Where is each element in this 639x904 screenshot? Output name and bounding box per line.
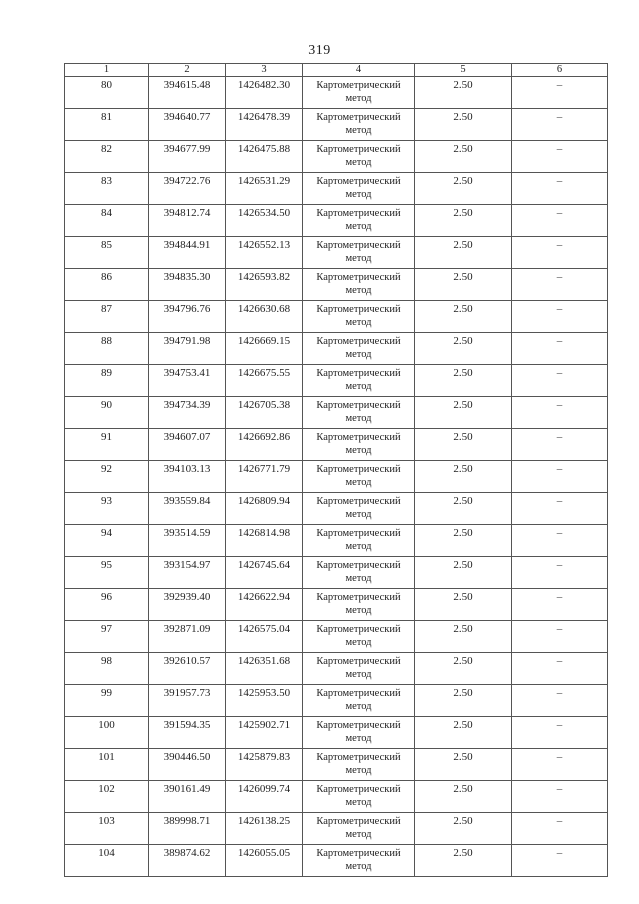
method-cell: Картометрический метод [303,813,415,845]
table-row [65,685,608,717]
point-number-cell: 81 [65,109,149,141]
table-row [65,77,608,109]
table-row [65,237,608,269]
note-cell: – [512,173,608,205]
x-coordinate-cell: 394796.76 [149,301,226,333]
point-number-cell: 89 [65,365,149,397]
note-cell: – [512,493,608,525]
point-number-cell: 82 [65,141,149,173]
note-cell: – [512,525,608,557]
point-number-cell: 91 [65,429,149,461]
method-cell: Картометрический метод [303,173,415,205]
note-cell: – [512,397,608,429]
table-header-row [65,64,608,77]
accuracy-cell: 2.50 [415,269,512,301]
column-header: 1 [65,64,149,77]
y-coordinate-cell: 1426705.38 [226,397,303,429]
y-coordinate-cell: 1426593.82 [226,269,303,301]
accuracy-cell: 2.50 [415,141,512,173]
y-coordinate-cell: 1426475.88 [226,141,303,173]
accuracy-cell: 2.50 [415,461,512,493]
method-cell: Картометрический метод [303,845,415,877]
method-cell: Картометрический метод [303,589,415,621]
x-coordinate-cell: 390161.49 [149,781,226,813]
x-coordinate-cell: 392610.57 [149,653,226,685]
y-coordinate-cell: 1426814.98 [226,525,303,557]
x-coordinate-cell: 394615.48 [149,77,226,109]
accuracy-cell: 2.50 [415,813,512,845]
note-cell: – [512,237,608,269]
point-number-cell: 84 [65,205,149,237]
y-coordinate-cell: 1426669.15 [226,333,303,365]
note-cell: – [512,365,608,397]
point-number-cell: 86 [65,269,149,301]
note-cell: – [512,461,608,493]
y-coordinate-cell: 1426478.39 [226,109,303,141]
x-coordinate-cell: 394812.74 [149,205,226,237]
y-coordinate-cell: 1426809.94 [226,493,303,525]
accuracy-cell: 2.50 [415,557,512,589]
point-number-cell: 80 [65,77,149,109]
accuracy-cell: 2.50 [415,205,512,237]
y-coordinate-cell: 1426351.68 [226,653,303,685]
table-row [65,589,608,621]
column-header: 5 [415,64,512,77]
table-row [65,141,608,173]
x-coordinate-cell: 394844.91 [149,237,226,269]
point-number-cell: 95 [65,557,149,589]
x-coordinate-cell: 393154.97 [149,557,226,589]
note-cell: – [512,205,608,237]
x-coordinate-cell: 394677.99 [149,141,226,173]
point-number-cell: 100 [65,717,149,749]
x-coordinate-cell: 391594.35 [149,717,226,749]
method-cell: Картометрический метод [303,653,415,685]
table-row [65,301,608,333]
table-row [65,109,608,141]
x-coordinate-cell: 394753.41 [149,365,226,397]
x-coordinate-cell: 394607.07 [149,429,226,461]
point-number-cell: 90 [65,397,149,429]
accuracy-cell: 2.50 [415,717,512,749]
column-header: 4 [303,64,415,77]
note-cell: – [512,685,608,717]
method-cell: Картометрический метод [303,109,415,141]
note-cell: – [512,333,608,365]
note-cell: – [512,717,608,749]
point-number-cell: 87 [65,301,149,333]
note-cell: – [512,653,608,685]
y-coordinate-cell: 1426531.29 [226,173,303,205]
method-cell: Картометрический метод [303,429,415,461]
accuracy-cell: 2.50 [415,429,512,461]
y-coordinate-cell: 1426534.50 [226,205,303,237]
x-coordinate-cell: 393559.84 [149,493,226,525]
accuracy-cell: 2.50 [415,493,512,525]
method-cell: Картометрический метод [303,77,415,109]
x-coordinate-cell: 392871.09 [149,621,226,653]
table-row [65,461,608,493]
y-coordinate-cell: 1426138.25 [226,813,303,845]
coordinates-table [64,63,608,877]
accuracy-cell: 2.50 [415,845,512,877]
note-cell: – [512,845,608,877]
method-cell: Картометрический метод [303,749,415,781]
table-body [65,77,608,877]
point-number-cell: 98 [65,653,149,685]
table-row [65,205,608,237]
point-number-cell: 94 [65,525,149,557]
y-coordinate-cell: 1425902.71 [226,717,303,749]
method-cell: Картометрический метод [303,205,415,237]
x-coordinate-cell: 394734.39 [149,397,226,429]
note-cell: – [512,621,608,653]
y-coordinate-cell: 1425953.50 [226,685,303,717]
point-number-cell: 88 [65,333,149,365]
y-coordinate-cell: 1426771.79 [226,461,303,493]
method-cell: Картометрический метод [303,621,415,653]
accuracy-cell: 2.50 [415,589,512,621]
y-coordinate-cell: 1425879.83 [226,749,303,781]
method-cell: Картометрический метод [303,237,415,269]
point-number-cell: 83 [65,173,149,205]
table-row [65,557,608,589]
point-number-cell: 97 [65,621,149,653]
method-cell: Картометрический метод [303,461,415,493]
column-header: 2 [149,64,226,77]
x-coordinate-cell: 394722.76 [149,173,226,205]
x-coordinate-cell: 394791.98 [149,333,226,365]
note-cell: – [512,77,608,109]
point-number-cell: 92 [65,461,149,493]
table-row [65,365,608,397]
x-coordinate-cell: 394103.13 [149,461,226,493]
accuracy-cell: 2.50 [415,365,512,397]
accuracy-cell: 2.50 [415,333,512,365]
table-row [65,269,608,301]
point-number-cell: 104 [65,845,149,877]
note-cell: – [512,269,608,301]
method-cell: Картометрический метод [303,301,415,333]
y-coordinate-cell: 1426745.64 [226,557,303,589]
column-header: 3 [226,64,303,77]
accuracy-cell: 2.50 [415,77,512,109]
x-coordinate-cell: 394835.30 [149,269,226,301]
table-row [65,397,608,429]
note-cell: – [512,141,608,173]
method-cell: Картометрический метод [303,269,415,301]
note-cell: – [512,301,608,333]
y-coordinate-cell: 1426099.74 [226,781,303,813]
point-number-cell: 101 [65,749,149,781]
point-number-cell: 96 [65,589,149,621]
method-cell: Картометрический метод [303,141,415,173]
page-number: 319 [308,43,331,58]
note-cell: – [512,109,608,141]
table-row [65,781,608,813]
method-cell: Картометрический метод [303,685,415,717]
accuracy-cell: 2.50 [415,173,512,205]
y-coordinate-cell: 1426675.55 [226,365,303,397]
method-cell: Картометрический метод [303,365,415,397]
note-cell: – [512,557,608,589]
table-row [65,429,608,461]
method-cell: Картометрический метод [303,717,415,749]
accuracy-cell: 2.50 [415,749,512,781]
accuracy-cell: 2.50 [415,621,512,653]
point-number-cell: 102 [65,781,149,813]
accuracy-cell: 2.50 [415,397,512,429]
point-number-cell: 99 [65,685,149,717]
accuracy-cell: 2.50 [415,653,512,685]
x-coordinate-cell: 389998.71 [149,813,226,845]
table-row [65,621,608,653]
note-cell: – [512,781,608,813]
method-cell: Картометрический метод [303,781,415,813]
accuracy-cell: 2.50 [415,237,512,269]
table-row [65,333,608,365]
y-coordinate-cell: 1426552.13 [226,237,303,269]
table-row [65,173,608,205]
x-coordinate-cell: 389874.62 [149,845,226,877]
accuracy-cell: 2.50 [415,109,512,141]
note-cell: – [512,589,608,621]
point-number-cell: 85 [65,237,149,269]
note-cell: – [512,813,608,845]
table-row [65,653,608,685]
x-coordinate-cell: 393514.59 [149,525,226,557]
method-cell: Картометрический метод [303,397,415,429]
accuracy-cell: 2.50 [415,685,512,717]
note-cell: – [512,429,608,461]
table-row [65,493,608,525]
table-row [65,813,608,845]
method-cell: Картометрический метод [303,333,415,365]
accuracy-cell: 2.50 [415,525,512,557]
table-row [65,845,608,877]
x-coordinate-cell: 390446.50 [149,749,226,781]
y-coordinate-cell: 1426575.04 [226,621,303,653]
x-coordinate-cell: 391957.73 [149,685,226,717]
x-coordinate-cell: 392939.40 [149,589,226,621]
y-coordinate-cell: 1426630.68 [226,301,303,333]
point-number-cell: 103 [65,813,149,845]
point-number-cell: 93 [65,493,149,525]
x-coordinate-cell: 394640.77 [149,109,226,141]
method-cell: Картометрический метод [303,557,415,589]
y-coordinate-cell: 1426692.86 [226,429,303,461]
y-coordinate-cell: 1426482.30 [226,77,303,109]
table-row [65,717,608,749]
accuracy-cell: 2.50 [415,781,512,813]
accuracy-cell: 2.50 [415,301,512,333]
method-cell: Картометрический метод [303,525,415,557]
y-coordinate-cell: 1426622.94 [226,589,303,621]
note-cell: – [512,749,608,781]
table-row [65,525,608,557]
method-cell: Картометрический метод [303,493,415,525]
column-header: 6 [512,64,608,77]
y-coordinate-cell: 1426055.05 [226,845,303,877]
table-row [65,749,608,781]
